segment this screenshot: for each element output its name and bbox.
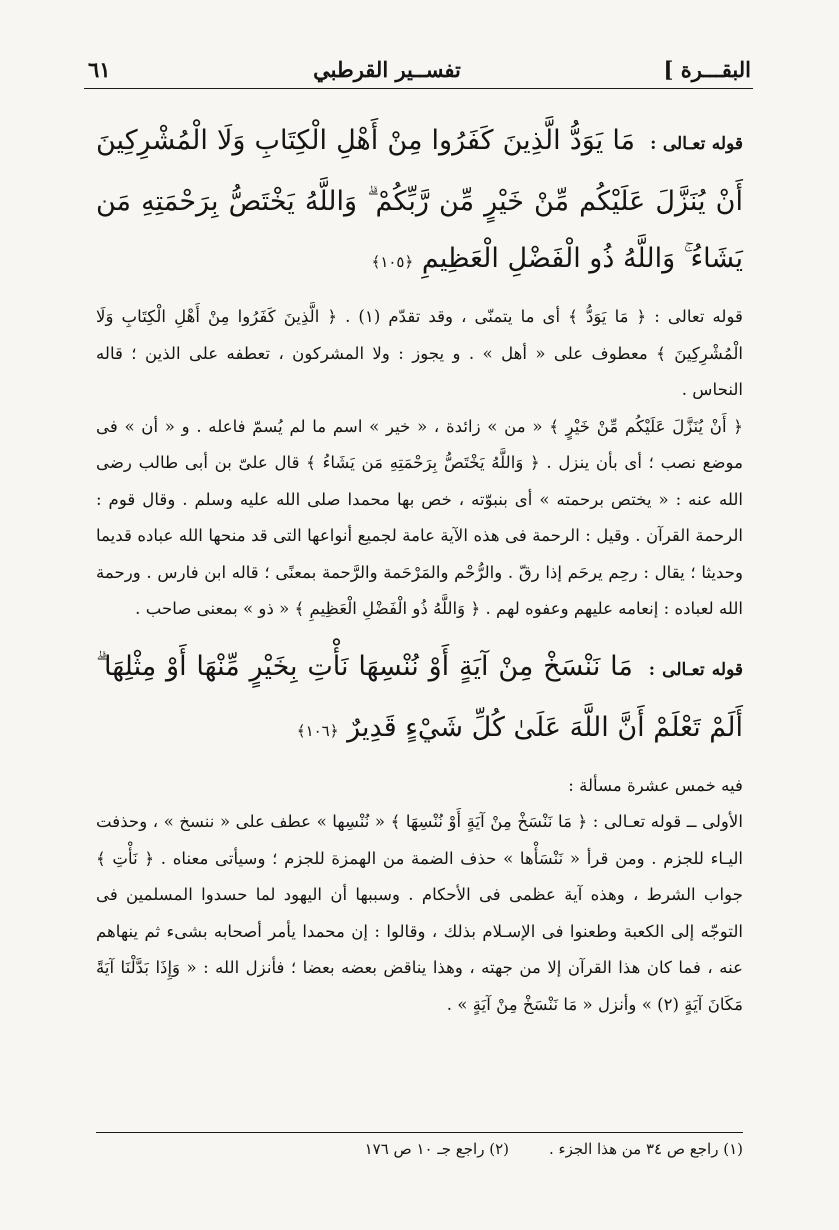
verse-intro: قوله تعـالى :: [648, 659, 743, 680]
header-divider: [84, 88, 753, 89]
verse-text: مَا يَوَدُّ الَّذِينَ كَفَرُوا مِنْ أَهْلِ الْكِتَابِ وَلَا الْمُشْرِكِينَ أَنْ يُنَزَّلَ عَلَيْكُم مِّنْ خَيْرٍ مِّن رَّبِّكُمْ ۗ وَاللَّهُ يَخْتَصُّ بِرَحْمَتِهِ مَن يَشَاءُ ۚ وَاللَّهُ ذُو الْفَضْلِ الْعَظِيمِ: [96, 125, 743, 274]
running-header: [88, 42, 751, 82]
issues-heading: فيه خمس عشرة مسألة :: [568, 775, 743, 795]
verse-intro: قوله تعـالى :: [650, 134, 743, 154]
page-number: ٦١: [88, 57, 111, 82]
spacer: [96, 628, 743, 638]
commentary-paragraph: ﴿ أَنْ يُنَزَّلَ عَلَيْكُم مِّنْ خَيْرٍ ﴾ « من » زائدة ، « خير » اسم ما لم يُسمّ فاعله . و « أن » فى موضع نصب ؛ أى بأن ينزل . ﴿ وَاللَّهُ يَخْتَصُّ بِرَحْمَتِهِ مَن يَشَاءُ ﴾ قال علىّ بن أبى طالب رضى الله عنه : « يختص برحمته » أى بنبوّته ، خص بها محمدا صلى الله عليه وسلم . وقال قوم : الرحمة القرآن . وقيل : الرحمة فى هذه الآية عامة لجميع أنواعها التى قد منحها الله عباده قديما وحديثا ؛ يقال : رحِم يرحَم إذا رقّ . والرُّحْم والمَرْحَمة والرَّحمة بمعنًى ؛ قاله ابن فارس . ورحمة الله لعباده : إنعامه عليهم وعفوه لهم . ﴿ وَاللَّهُ ذُو الْفَضْلِ الْعَظِيمِ ﴾ « ذو » بمعنى صاحب .: [96, 416, 743, 618]
verse-number: ﴿١٠٥﴾: [371, 253, 414, 271]
footnotes: [96, 1140, 743, 1158]
quran-verse-105: [96, 112, 743, 291]
book-title: تفســير القرطبي: [313, 57, 461, 82]
quran-verse-106: [96, 638, 743, 760]
footnote-divider: [96, 1132, 743, 1133]
footnote-2: (٢) راجع جـ ١٠ ص ١٧٦: [364, 1140, 509, 1158]
verse-text: مَا نَنْسَخْ مِنْ آيَةٍ أَوْ نُنْسِهَا نَأْتِ بِخَيْرٍ مِّنْهَا أَوْ مِثْلِهَا ۗ أَلَمْ تَعْلَمْ أَنَّ اللَّهَ عَلَىٰ كُلِّ شَيْءٍ قَدِيرٌ: [96, 650, 743, 743]
surah-name: البقـــرة ]: [663, 57, 751, 82]
commentary-paragraph: الأولى ــ قوله تعـالى : ﴿ مَا نَنْسَخْ مِنْ آيَةٍ أَوْ نُنْسِهَا ﴾ « نُنْسِها » عطف على « ننسخ » ، وحذفت اليـاء للجزم . ومن قرأ « نَنْسَأْها » حذف الضمة من الهمزة للجزم ؛ وسيأتى معناه . ﴿ نَأْتِ ﴾ جواب الشرط ، وهذه آية عظمى فى الأحكام . وسببها أن اليهود لما حسدوا المسلمين فى التوجّه إلى الكعبة وطعنوا فى الإسـلام بذلك ، وقالوا : إن محمدا يأمر أصحابه بشىء ثم ينهاهم عنه ، فما كان هذا القرآن إلا من جهته ، وهذا يناقض بعضه بعضا ؛ فأنزل الله : « وَإِذَا بَدَّلْنَا آيَةً مَكَانَ آيَةٍ (٢) » وأنزل « مَا نَنْسَخْ مِنْ آيَةٍ » .: [96, 812, 743, 1014]
verse-number: ﴿١٠٦﴾: [296, 721, 339, 740]
page-body: [96, 112, 743, 1023]
footnote-1: (١) راجع ص ٣٤ من هذا الجزء .: [548, 1140, 743, 1158]
commentary-paragraph: قوله تعالى : ﴿ مَا يَوَدُّ ﴾ أى ما يتمنّى ، وقد تقدّم (١) . ﴿ الَّذِينَ كَفَرُوا مِنْ أَهْلِ الْكِتَابِ وَلَا الْمُشْرِكِينَ ﴾ معطوف على « أهل » . و يجوز : ولا المشركون ، تعطفه على الذين ؛ قاله النحاس .: [96, 307, 743, 399]
